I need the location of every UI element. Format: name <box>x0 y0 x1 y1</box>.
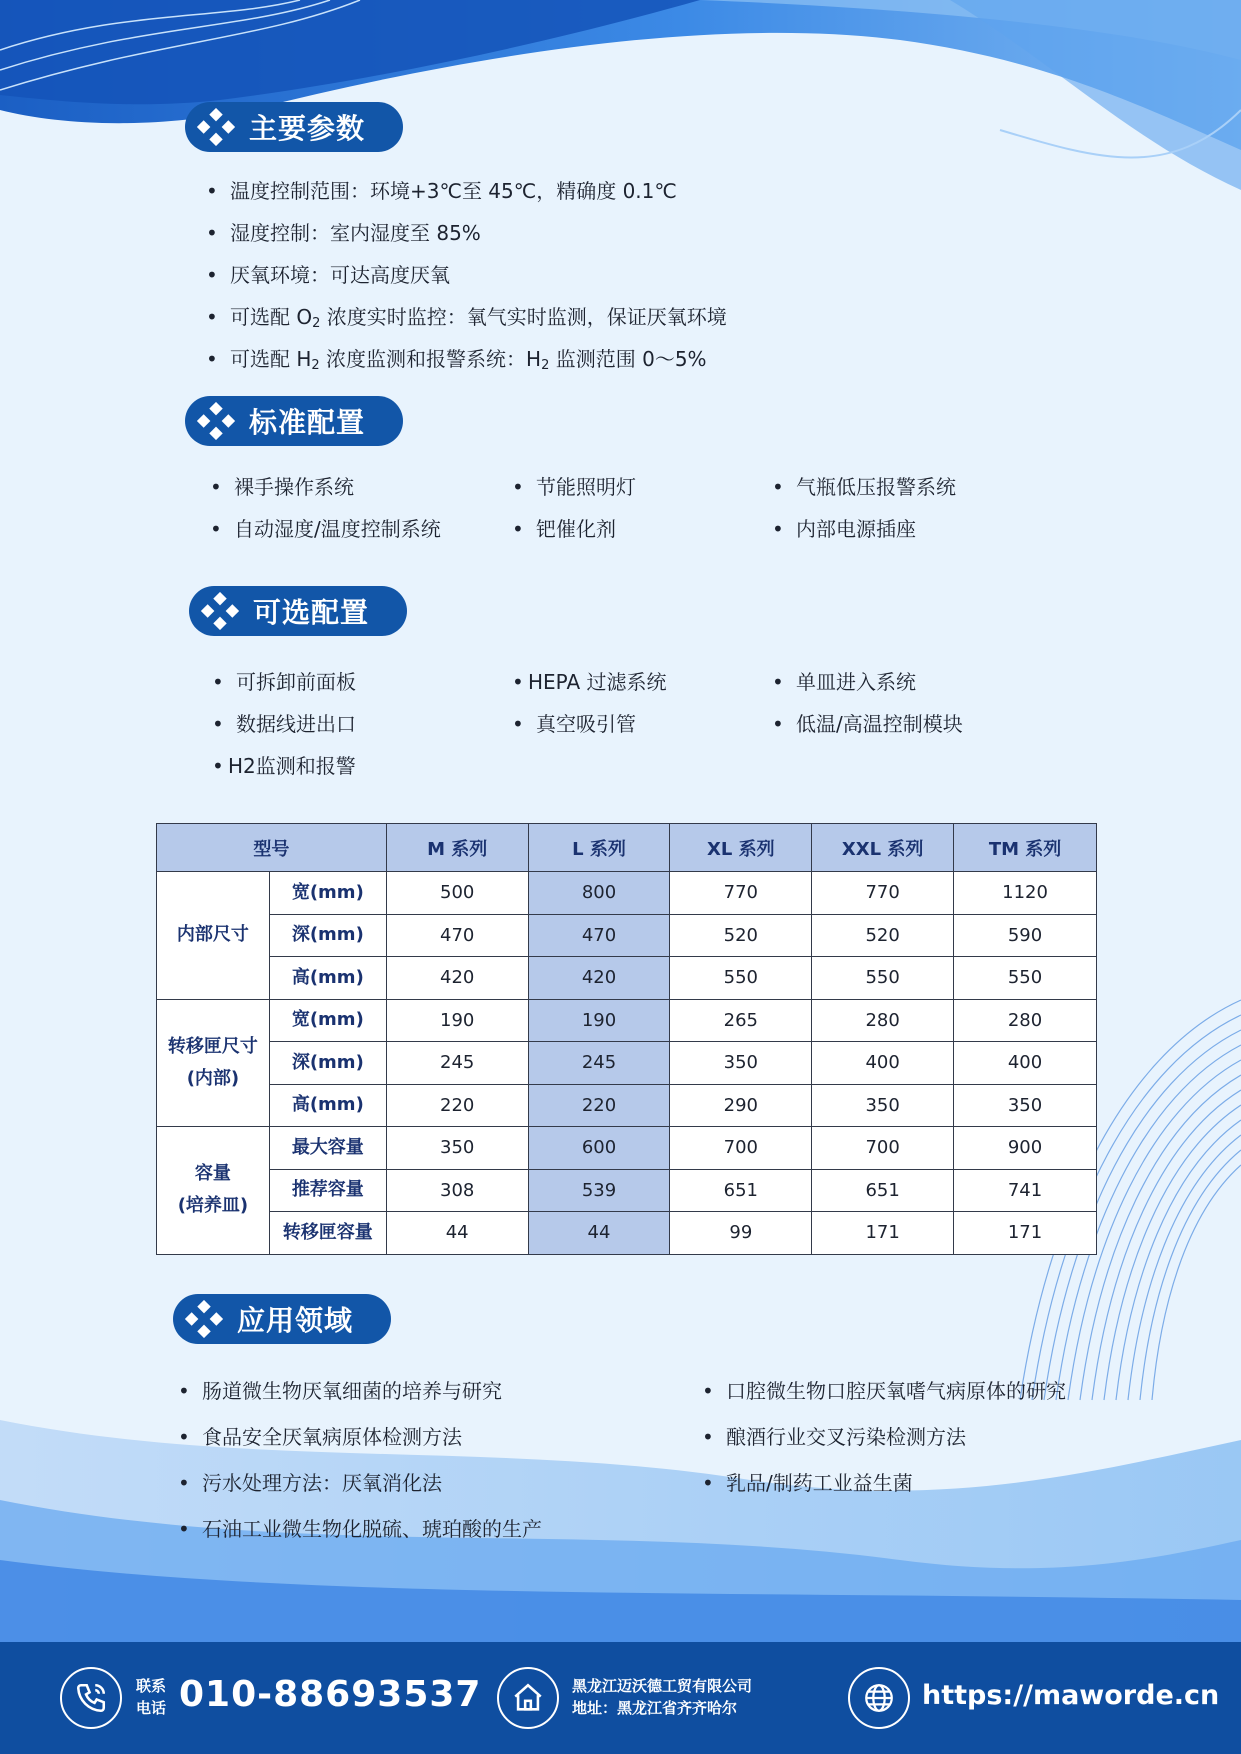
table-cell: 600 <box>528 1127 670 1170</box>
section-header-applications <box>173 1294 391 1344</box>
house-icon <box>497 1667 559 1729</box>
table-cell: 700 <box>812 1127 954 1170</box>
section-header-main-params <box>185 102 403 152</box>
table-row <box>157 872 1097 915</box>
list-item: • 食品安全厌氧病原体检测方法 <box>178 1416 542 1462</box>
table-row <box>157 914 1097 957</box>
table-row <box>157 1042 1097 1085</box>
section-title: 标准配置 <box>249 406 366 439</box>
table-cell: 800 <box>528 872 670 915</box>
table-cell: 350 <box>954 1084 1097 1127</box>
table-cell: 550 <box>954 957 1097 1000</box>
table-cell: 1120 <box>954 872 1097 915</box>
table-cell: 308 <box>386 1169 528 1212</box>
phone-icon <box>60 1667 122 1729</box>
section-header-standard-config <box>185 396 403 446</box>
table-cell: 420 <box>528 957 670 1000</box>
list-item: • 口腔微生物口腔厌氧嗜气病原体的研究 <box>702 1370 1066 1416</box>
list-item: • 乳品/制药工业益生菌 <box>702 1462 1066 1508</box>
list-item: • 裸手操作系统 <box>210 466 512 508</box>
table-row-label: 高(mm) <box>269 957 386 1000</box>
table-cell: 550 <box>670 957 812 1000</box>
table-row <box>157 957 1097 1000</box>
optional-config-list <box>212 661 1072 787</box>
section-title: 可选配置 <box>253 596 370 629</box>
phone-label: 联系 <box>136 1677 167 1695</box>
table-cell: 44 <box>386 1212 528 1255</box>
table-cell: 350 <box>386 1127 528 1170</box>
table-row-label: 深(mm) <box>269 1042 386 1085</box>
table-cell: 290 <box>670 1084 812 1127</box>
table-row-label: 推荐容量 <box>269 1169 386 1212</box>
list-item: • 湿度控制：室内湿度至 85% <box>206 212 727 254</box>
table-group-label: 转移匣尺寸 (内部) <box>157 999 270 1127</box>
list-item: • HEPA 过滤系统 <box>512 661 772 703</box>
table-row <box>157 1127 1097 1170</box>
table-cell: 651 <box>670 1169 812 1212</box>
table-cell: 590 <box>954 914 1097 957</box>
spec-table <box>156 823 1097 1255</box>
table-row-label: 高(mm) <box>269 1084 386 1127</box>
phone-label: 电话 <box>136 1699 167 1717</box>
table-header-row <box>157 824 1097 872</box>
list-item: • 可选配 $O_2$ 浓度实时监控：氧气实时监测，保证厌氧环境 <box>206 296 727 338</box>
standard-config-list <box>210 466 1072 550</box>
list-item: • 真空吸引管 <box>512 703 772 745</box>
table-header-cell: XXL 系列 <box>812 824 954 872</box>
table-header-cell: M 系列 <box>386 824 528 872</box>
list-item: • 污水处理方法：厌氧消化法 <box>178 1462 542 1508</box>
list-item: • 低温/高温控制模块 <box>772 703 1072 745</box>
table-cell: 420 <box>386 957 528 1000</box>
footer <box>0 1642 1241 1754</box>
table-cell: 99 <box>670 1212 812 1255</box>
list-item: • H2监测和报警 <box>212 745 512 787</box>
table-cell: 350 <box>670 1042 812 1085</box>
diamond-cluster-icon <box>197 402 235 440</box>
table-cell: 470 <box>386 914 528 957</box>
table-cell: 400 <box>812 1042 954 1085</box>
table-cell: 470 <box>528 914 670 957</box>
section-header-optional-config <box>189 586 407 636</box>
table-cell: 245 <box>386 1042 528 1085</box>
table-cell: 741 <box>954 1169 1097 1212</box>
table-row <box>157 999 1097 1042</box>
diamond-cluster-icon <box>197 108 235 146</box>
list-item: • 气瓶低压报警系统 <box>772 466 1072 508</box>
table-header-cell: XL 系列 <box>670 824 812 872</box>
table-group-label: 内部尺寸 <box>157 872 270 1000</box>
table-cell: 220 <box>528 1084 670 1127</box>
table-cell: 651 <box>812 1169 954 1212</box>
table-header-model: 型号 <box>157 824 387 872</box>
list-item: • 节能照明灯 <box>512 466 772 508</box>
table-cell: 700 <box>670 1127 812 1170</box>
phone-number[interactable]: 010-88693537 <box>179 1674 482 1715</box>
globe-icon <box>848 1667 910 1729</box>
table-cell: 280 <box>812 999 954 1042</box>
table-cell: 400 <box>954 1042 1097 1085</box>
table-header-cell: L 系列 <box>528 824 670 872</box>
table-cell: 520 <box>670 914 812 957</box>
list-item: • 石油工业微生物化脱硫、琥珀酸的生产 <box>178 1508 542 1554</box>
table-cell: 520 <box>812 914 954 957</box>
table-cell: 550 <box>812 957 954 1000</box>
table-cell: 350 <box>812 1084 954 1127</box>
table-row <box>157 1084 1097 1127</box>
table-cell: 190 <box>528 999 670 1042</box>
table-cell: 770 <box>670 872 812 915</box>
table-cell: 900 <box>954 1127 1097 1170</box>
table-row-label: 转移匣容量 <box>269 1212 386 1255</box>
list-item: • 单皿进入系统 <box>772 661 1072 703</box>
list-item: • 酿酒行业交叉污染检测方法 <box>702 1416 1066 1462</box>
table-cell: 245 <box>528 1042 670 1085</box>
table-header-cell: TM 系列 <box>954 824 1097 872</box>
diamond-cluster-icon <box>201 592 239 630</box>
table-cell: 265 <box>670 999 812 1042</box>
table-cell: 539 <box>528 1169 670 1212</box>
table-row-label: 深(mm) <box>269 914 386 957</box>
table-cell: 44 <box>528 1212 670 1255</box>
section-title: 应用领域 <box>237 1304 354 1337</box>
applications-right-list <box>702 1370 1066 1508</box>
company-address: 地址：黑龙江省齐齐哈尔 <box>572 1699 738 1717</box>
table-cell: 190 <box>386 999 528 1042</box>
table-row-label: 最大容量 <box>269 1127 386 1170</box>
list-item: • 可选配 $H_2$ 浓度监测和报警系统：$H_2$ 监测范围 0～5% <box>206 338 727 380</box>
table-row <box>157 1169 1097 1212</box>
table-cell: 171 <box>812 1212 954 1255</box>
table-cell: 220 <box>386 1084 528 1127</box>
list-item: • 数据线进出口 <box>212 703 512 745</box>
table-row-label: 宽(mm) <box>269 872 386 915</box>
main-params-list <box>206 170 727 380</box>
company-name: 黑龙江迈沃德工贸有限公司 <box>572 1677 753 1695</box>
section-title: 主要参数 <box>249 112 366 145</box>
list-item: • 内部电源插座 <box>772 508 1072 550</box>
table-row <box>157 1212 1097 1255</box>
table-cell: 770 <box>812 872 954 915</box>
list-item: • 肠道微生物厌氧细菌的培养与研究 <box>178 1370 542 1416</box>
list-item: • 可拆卸前面板 <box>212 661 512 703</box>
applications-left-list <box>178 1370 542 1554</box>
website-link[interactable]: https://maworde.cn <box>922 1680 1220 1711</box>
list-item: • 温度控制范围：环境+3℃至 45℃，精确度 0.1℃ <box>206 170 727 212</box>
table-cell: 500 <box>386 872 528 915</box>
table-cell: 280 <box>954 999 1097 1042</box>
list-item: • 自动湿度/温度控制系统 <box>210 508 512 550</box>
table-row-label: 宽(mm) <box>269 999 386 1042</box>
table-cell: 171 <box>954 1212 1097 1255</box>
list-item: • 厌氧环境：可达高度厌氧 <box>206 254 727 296</box>
table-group-label: 容量 (培养皿) <box>157 1127 270 1255</box>
list-item: • 钯催化剂 <box>512 508 772 550</box>
diamond-cluster-icon <box>185 1300 223 1338</box>
